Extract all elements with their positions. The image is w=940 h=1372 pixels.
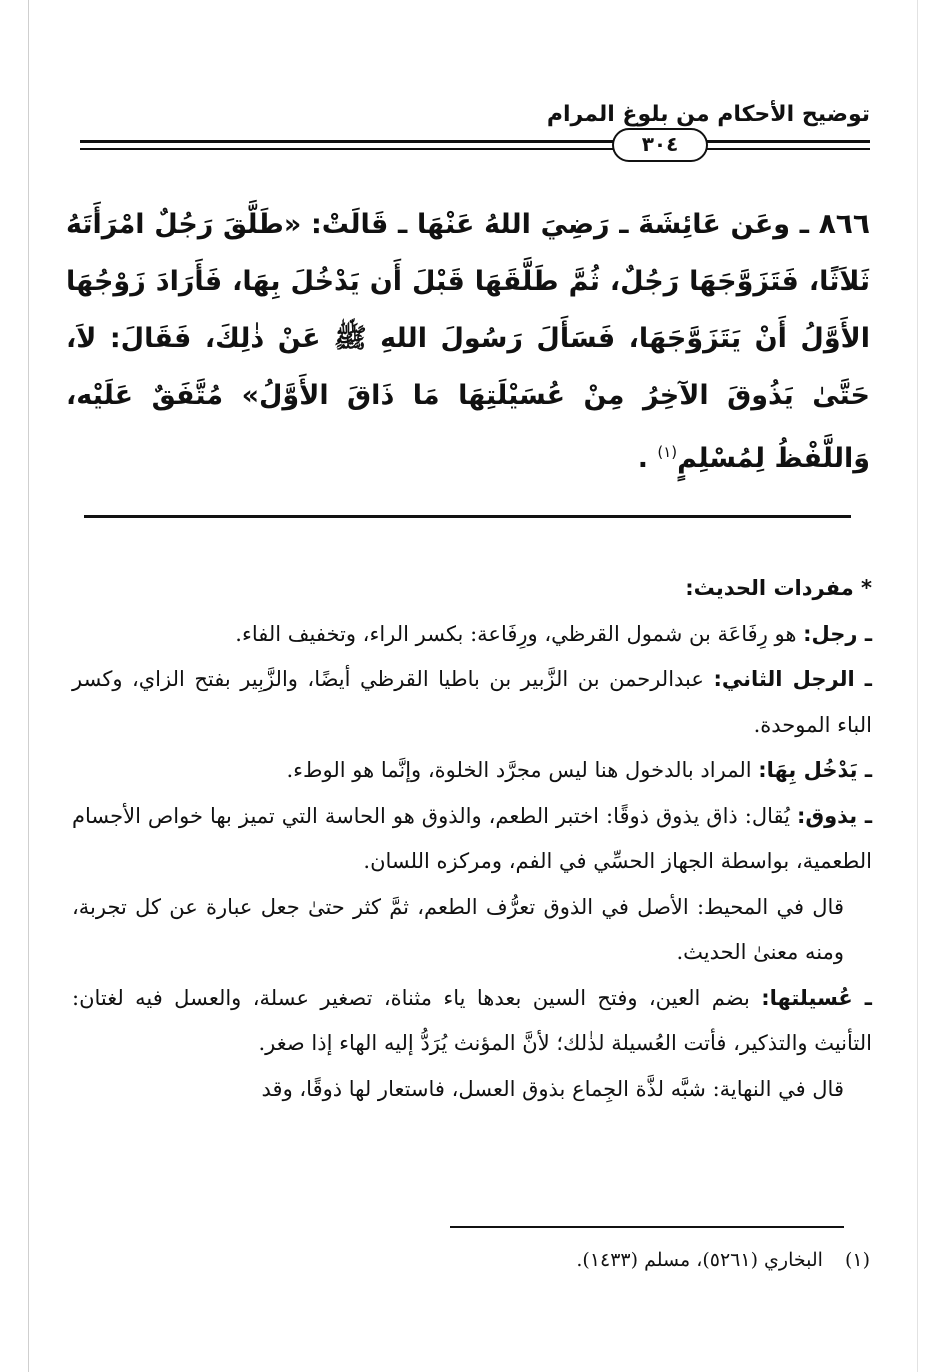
vocab-term: ـ يذوق: (796, 803, 872, 828)
hadith-text-block (66, 195, 870, 487)
section-divider (84, 515, 851, 518)
book-title: توضيح الأحكام من بلوغ المرام (546, 102, 870, 127)
hadith-body: وعَن عَائِشَةَ ـ رَضِيَ اللهُ عَنْهَا ـ قَالَتْ: «طَلَّقَ رَجُلٌ امْرَأَتَهُ ثَلاَثًا، فَتَزَوَّجَهَا رَجُلٌ، ثُمَّ طَلَّقَهَا قَبْلَ أَن يَدْخُلَ بِهَا، فَأَرَادَ زَوْجُهَا الأَوَّلُ أَنْ يَتَزَوَّجَهَا، فَسَأَلَ رَسُولَ اللهِ ﷺ عَنْ ذٰلِكَ، فَقَالَ: لاَ، حَتَّىٰ يَذُوقَ الآخِرُ مِنْ عُسَيْلَتِهَا مَا ذَاقَ الأَوَّلُ» مُتَّفَقٌ عَلَيْه، وَاللَّفْظُ لِمُسْلِمٍ (66, 209, 870, 474)
vocab-entry (72, 657, 872, 748)
quote-nihaya: قال في النهاية: شبَّه لذَّة الجِماع بذوق العسل، فاستعار لها ذوقًا، وقد (261, 1076, 844, 1101)
vocab-definition: بضم العين، وفتح السين بعدها ياء مثناة، تصغير عسلة، والعسل فيه لغتان: التأنيث والتذكير، فأتت العُسيلة لذٰلك؛ لأنَّ المؤنث يُرَدُّ إليه الهاء إذا صغر. (72, 985, 872, 1055)
vocab-definition: يُقال: ذاق يذوق ذوقًا: اختبر الطعم، والذوق هو الحاسة التي تميز بها خواص الأجسام الطعمية، بواسطة الجهاز الحسِّي في الفم، ومركزه اللسان. (72, 803, 872, 873)
vocab-definition: المراد بالدخول هنا ليس مجرَّد الخلوة، وإنَّما هو الوطء. (286, 758, 752, 782)
hadith-dash: ـ (799, 209, 809, 240)
vocabulary-section (72, 566, 872, 1112)
vocab-term: ـ رجل: (803, 621, 872, 646)
header-rule (80, 140, 870, 143)
vocab-definition: عبدالرحمن بن الزَّبير بن باطيا القرظي أيضًا، والزَّبِير بفتح الزاي، وكسر الباء الموحدة. (72, 667, 872, 737)
quote-muhit: قال في المحيط: الأصل في الذوق تعرُّف الطعم، ثمَّ كثر حتىٰ جعل عبارة عن كل تجربة، ومنه معنىٰ الحديث. (72, 894, 844, 964)
vocab-entry (72, 976, 872, 1067)
vocab-entry (72, 748, 872, 794)
vocab-term: ـ الرجل الثاني: (713, 667, 872, 691)
hadith-number: ٨٦٦ (818, 207, 870, 240)
footnote (400, 1246, 870, 1274)
vocab-definition: هو رِفَاعَة بن شمول القرظي، ورِفَاعة: بكسر الراء، وتخفيف الفاء. (235, 621, 797, 646)
page-edge-left (28, 0, 29, 1372)
footnote-marker: (١) (844, 1249, 870, 1271)
page-edge-right (917, 0, 918, 1372)
vocab-entry (72, 794, 872, 885)
footnote-text: البخاري (٥٢٦١)، مسلم (١٤٣٣). (576, 1249, 823, 1271)
vocab-term: ـ يَدْخُل بِهَا: (758, 758, 872, 782)
hadith-end-mark: . (637, 443, 648, 474)
page-number: ٣٠٤ (612, 128, 708, 162)
header-rule-thin (80, 148, 870, 150)
footnote-reference: (١) (657, 443, 678, 461)
footnote-rule (450, 1226, 844, 1228)
section-heading: * مفردات الحديث: (685, 576, 872, 600)
vocab-entry (72, 612, 872, 658)
vocab-term: ـ عُسيلتها: (761, 985, 872, 1010)
